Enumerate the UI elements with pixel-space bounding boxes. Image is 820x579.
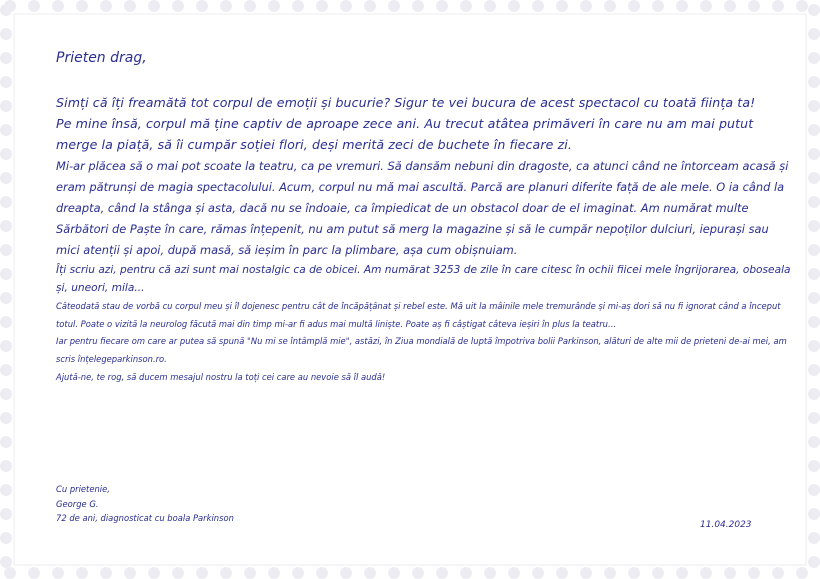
perforation-hole [0, 292, 12, 304]
perforation-hole [484, 567, 496, 579]
perforation-hole [268, 567, 280, 579]
perforation-hole [0, 340, 12, 352]
perforation-hole [508, 567, 520, 579]
perforation-hole [808, 244, 820, 256]
perforation-hole [460, 0, 472, 12]
perforation-hole [772, 0, 784, 12]
perforation-hole [340, 567, 352, 579]
perforation-hole [28, 0, 40, 12]
perforation-hole [436, 0, 448, 12]
perforation-hole [460, 567, 472, 579]
perforation-hole [76, 567, 88, 579]
perforation-hole [412, 0, 424, 12]
letter-paragraph-7: Ajută-ne, te rog, să ducem mesajul nostru la toți cei care au nevoie să îl audă! [56, 371, 386, 382]
perforation-hole [808, 364, 820, 376]
letter-date: 11.04.2023 [700, 520, 752, 530]
perforation-hole [580, 567, 592, 579]
perforation-hole [388, 567, 400, 579]
perforation-hole [0, 460, 12, 472]
perforation-hole [0, 244, 12, 256]
perforation-hole [0, 532, 12, 544]
perforation-hole [796, 567, 808, 579]
letter-paragraph-6: Iar pentru fiecare om care ar putea să spună "Nu mi se întâmplă mie", astăzi, în Ziua mondială de luptă împotriva bolii Parkinson, alături de alte mii de prieteni de-ai mei, am scris înțelegeparkinson.ro. [56, 336, 787, 364]
perforation-hole [0, 388, 12, 400]
perforation-hole [748, 567, 760, 579]
perforation-hole [0, 28, 12, 40]
perforation-hole [796, 0, 808, 12]
perforation-hole [808, 124, 820, 136]
perforation-hole [652, 0, 664, 12]
perforation-hole [4, 567, 16, 579]
perforation-hole [808, 52, 820, 64]
perforation-hole [0, 556, 12, 568]
perforation-hole [532, 567, 544, 579]
perforation-hole [676, 0, 688, 12]
perforation-hole [808, 340, 820, 352]
perforation-hole [0, 412, 12, 424]
perforation-hole [808, 172, 820, 184]
letter-closing: Cu prietenie, [56, 484, 110, 494]
perforation-hole [0, 124, 12, 136]
perforation-hole [0, 484, 12, 496]
perforation-hole [0, 172, 12, 184]
perforation-hole [220, 0, 232, 12]
perforation-hole [628, 567, 640, 579]
perforation-hole [76, 0, 88, 12]
perforation-hole [652, 567, 664, 579]
letter-signature [56, 482, 234, 526]
perforation-hole [808, 436, 820, 448]
perforation-hole [148, 567, 160, 579]
perforation-hole [724, 567, 736, 579]
perforation-hole [364, 567, 376, 579]
perforation-hole [316, 0, 328, 12]
perforation-hole [508, 0, 520, 12]
perforation-hole [0, 436, 12, 448]
signature-note: 72 de ani, diagnosticat cu boala Parkinson [56, 513, 234, 524]
perforation-hole [808, 556, 820, 568]
perforation-hole [172, 567, 184, 579]
perforation-hole [808, 28, 820, 40]
perforation-hole [484, 0, 496, 12]
perforation-hole [808, 412, 820, 424]
perforation-hole [268, 0, 280, 12]
perforation-hole [52, 0, 64, 12]
letter-paragraph-5: Câteodată stau de vorbă cu corpul meu și îl dojenesc pentru cât de încăpățânat și rebel este. Mă uit la mâinile mele tremurânde și mi-aș dori să nu fi ignorat când a început totul. Poate o vizită la neurolog făcută mai din timp mi-ar fi adus mai multă liniște. Poate aș fi câștigat câteva ieșiri în plus la teatru… [56, 301, 781, 329]
perforation-hole [808, 148, 820, 160]
perforation-hole [808, 316, 820, 328]
perforation-hole [436, 567, 448, 579]
perforation-hole [808, 508, 820, 520]
perforation-hole [628, 0, 640, 12]
perforation-hole [100, 0, 112, 12]
perforation-hole [580, 0, 592, 12]
perforation-hole [172, 0, 184, 12]
perforation-hole [0, 52, 12, 64]
perforation-hole [244, 0, 256, 12]
perforation-hole [100, 567, 112, 579]
perforation-hole [532, 0, 544, 12]
perforation-hole [724, 0, 736, 12]
perforation-hole [808, 388, 820, 400]
perforation-hole [0, 4, 12, 16]
perforation-hole [292, 0, 304, 12]
perforation-hole [148, 0, 160, 12]
perforation-hole [808, 4, 820, 16]
letter-paragraph-2: Pe mine însă, corpul mă ține captiv de aproape zece ani. Au trecut atâtea primăveri în care nu am mai putut merge la piață, să îi cumpăr soției flori, deși merită zeci de buchete în fiecare zi. [56, 116, 754, 153]
perforation-hole [808, 196, 820, 208]
perforation-hole [556, 567, 568, 579]
perforation-hole [196, 567, 208, 579]
perforation-hole [28, 567, 40, 579]
perforation-hole [808, 100, 820, 112]
perforation-hole [220, 567, 232, 579]
perforation-hole [700, 567, 712, 579]
perforation-hole [808, 268, 820, 280]
perforation-hole [52, 567, 64, 579]
letter-paragraph-4: Îți scriu azi, pentru că azi sunt mai nostalgic ca de obicei. Am numărat 3253 de zile în care citesc în ochii fiicei mele îngrijorarea, oboseala și, uneori, mila... [56, 263, 791, 295]
letter-greeting: Prieten drag, [56, 50, 147, 66]
perforation-hole [0, 76, 12, 88]
perforation-hole [124, 0, 136, 12]
perforation-hole [0, 148, 12, 160]
perforation-hole [0, 196, 12, 208]
perforation-hole [292, 567, 304, 579]
perforation-hole [0, 508, 12, 520]
letter-body [56, 48, 796, 386]
perforation-hole [364, 0, 376, 12]
perforation-hole [808, 76, 820, 88]
letter-paragraph-1: Simți că îți freamătă tot corpul de emoții și bucurie? Sigur te vei bucura de acest spectacol cu toată ființa ta! [56, 95, 756, 110]
perforation-hole [0, 220, 12, 232]
perforation-hole [340, 0, 352, 12]
perforation-hole [808, 532, 820, 544]
perforation-hole [748, 0, 760, 12]
perforation-hole [196, 0, 208, 12]
perforation-hole [808, 292, 820, 304]
perforation-hole [0, 364, 12, 376]
perforation-hole [0, 100, 12, 112]
perforation-hole [316, 567, 328, 579]
letter-paragraph-3: Mi-ar plăcea să o mai pot scoate la teatru, ca pe vremuri. Să dansăm nebuni din dragoste, ca atunci când ne întorceam acasă și eram pătrunși de magia spectacolului. Acum, corpul nu mă mai ascultă. Parcă are planuri diferite față de ale mele. O ia când la dreapta, când la stânga și asta, dacă nu se îndoaie, ca împiedicat de un obstacol doar de el imaginat. Am numărat multe Sărbători de Paște în care, rămas înțepenit, nu am putut să merg la magazine și să le cumpăr nepoților dulciuri, iepurași sau mici atenții și apoi, după masă, să ieșim în parc la plimbare, așa cum obișnuiam. [56, 158, 789, 257]
perforation-hole [388, 0, 400, 12]
perforation-hole [808, 220, 820, 232]
perforation-hole [700, 0, 712, 12]
perforation-hole [676, 567, 688, 579]
perforation-hole [0, 316, 12, 328]
perforation-hole [604, 567, 616, 579]
perforation-hole [808, 460, 820, 472]
perforation-hole [808, 484, 820, 496]
perforation-hole [412, 567, 424, 579]
perforation-hole [772, 567, 784, 579]
perforation-hole [124, 567, 136, 579]
perforation-hole [556, 0, 568, 12]
perforation-hole [604, 0, 616, 12]
perforation-hole [244, 567, 256, 579]
perforation-hole [0, 268, 12, 280]
signature-name: George G. [56, 498, 99, 509]
